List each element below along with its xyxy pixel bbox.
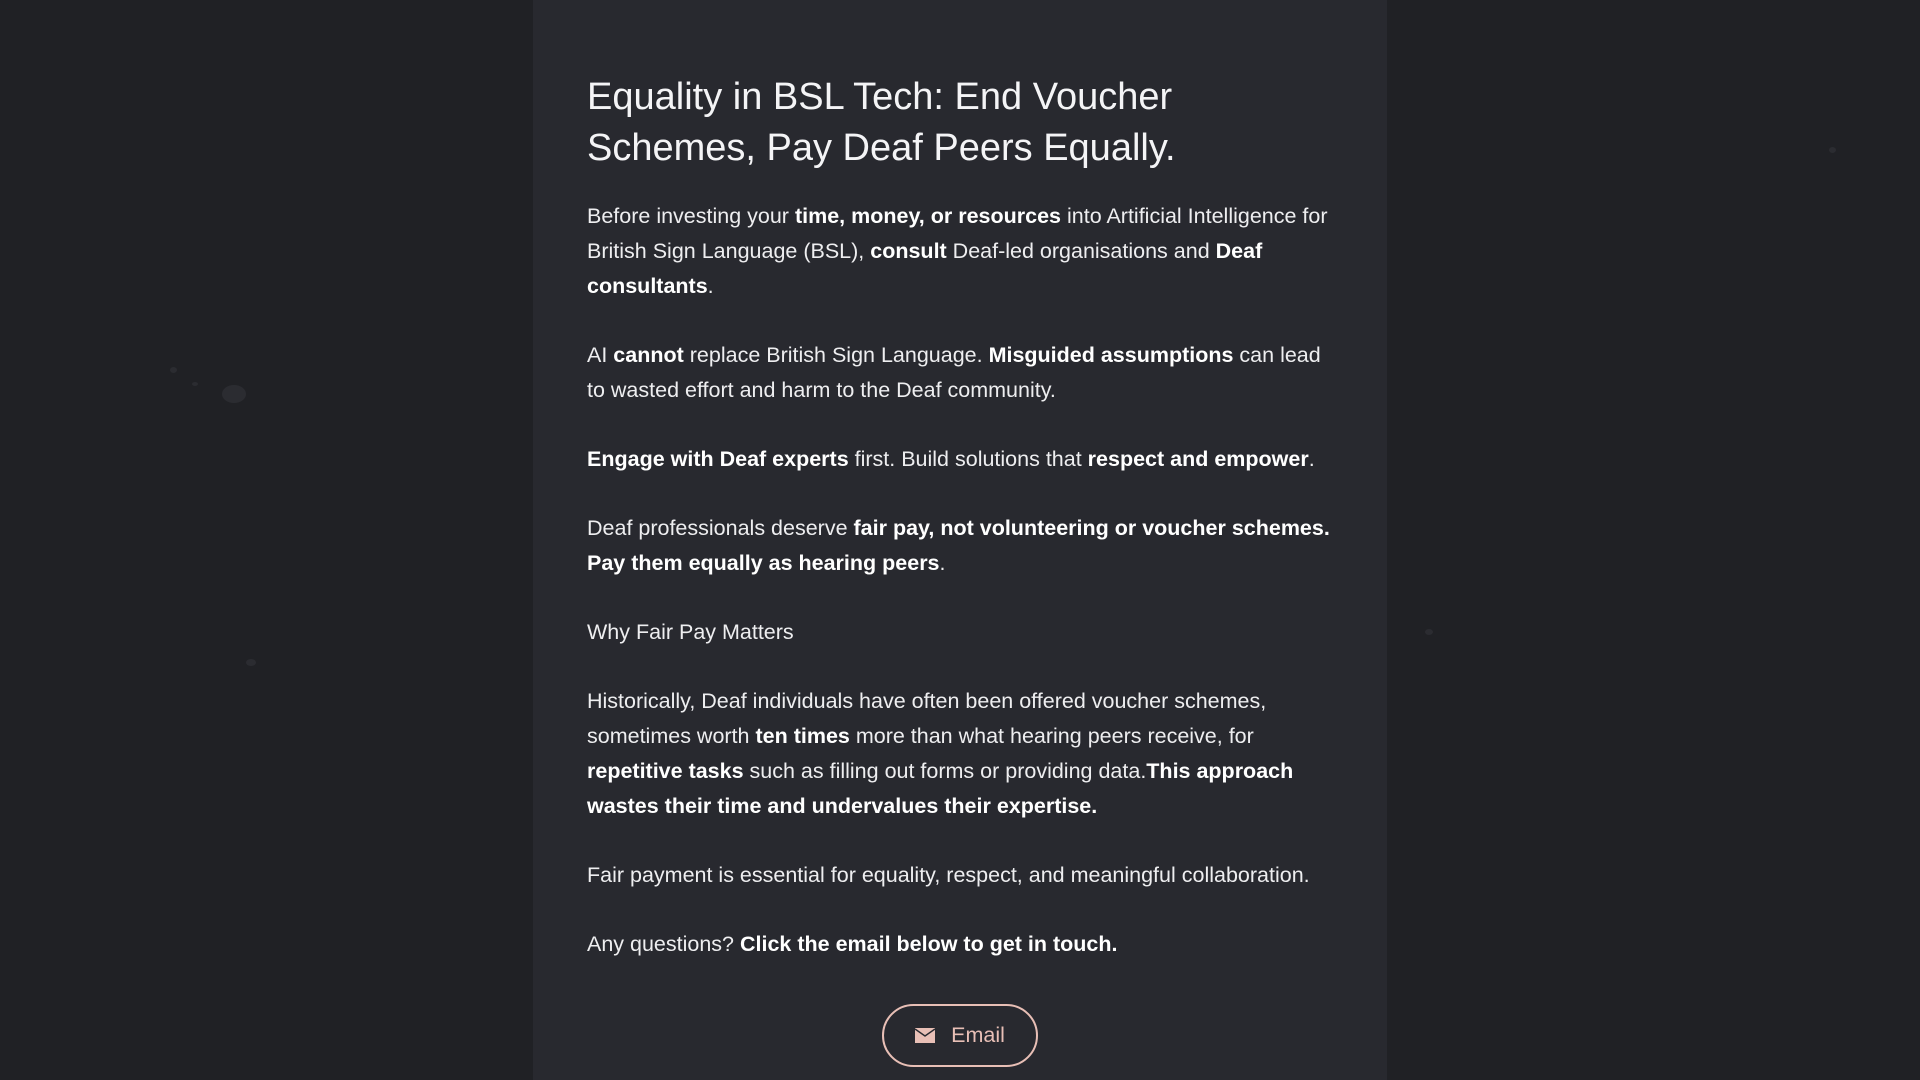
background-dot [1425, 629, 1433, 635]
email-button-container [533, 1004, 1387, 1067]
article-body [587, 199, 1332, 962]
bold-text: Click the email below to get in touch. [740, 932, 1118, 956]
paragraph [587, 684, 1332, 824]
text: Deaf-led organisations and [946, 239, 1216, 263]
text: such as filling out forms or providing data. [743, 759, 1147, 783]
content-panel [533, 0, 1387, 1080]
text: . [1308, 447, 1315, 471]
bold-text: consult [870, 239, 947, 263]
text: Deaf professionals deserve [587, 516, 854, 540]
background-dot [192, 382, 198, 386]
text: into Artificial Intelligence for British Sign Language (BSL), [587, 204, 1328, 263]
paragraph [587, 442, 1332, 477]
paragraph [587, 927, 1332, 962]
text: AI [587, 343, 614, 367]
bold-text: This approach wastes their time and undervalues their expertise. [587, 759, 1294, 818]
bold-text: time, money, or resources [794, 204, 1062, 228]
paragraph [587, 338, 1332, 408]
page-title: Equality in BSL Tech: End Voucher Schemes, Pay Deaf Peers Equally. [587, 76, 1176, 169]
text: Why Fair Pay Matters [587, 620, 794, 644]
bold-text: fair pay, not volunteering or voucher schemes. Pay them equally as hearing peers [587, 516, 1330, 575]
paragraph [587, 858, 1332, 893]
bold-text: respect and empower [1087, 447, 1309, 471]
bold-text: Engage with Deaf experts [587, 447, 849, 471]
text: can lead to wasted effort and harm to the Deaf community. [587, 343, 1321, 402]
background-dot [246, 659, 256, 666]
text: more than what hearing peers receive, for [849, 724, 1254, 748]
text: Historically, Deaf individuals have often been offered voucher schemes, sometimes worth [587, 689, 1267, 748]
bold-text: cannot [613, 343, 684, 367]
paragraph [587, 199, 1332, 304]
envelope-icon [915, 1028, 935, 1043]
email-button[interactable] [882, 1004, 1038, 1067]
text: first. Build solutions that [848, 447, 1088, 471]
background-dot [1829, 147, 1836, 153]
paragraph [587, 615, 1332, 650]
text: Fair payment is essential for equality, respect, and meaningful collaboration. [587, 863, 1310, 887]
paragraph [587, 511, 1332, 581]
text: . [939, 551, 946, 575]
text: Before investing your [587, 204, 795, 228]
bold-text: repetitive tasks [587, 759, 744, 783]
text: replace British Sign Language. [683, 343, 989, 367]
background-dot [222, 385, 246, 403]
text: Any questions? [587, 932, 740, 956]
bold-text: ten times [755, 724, 850, 748]
background-dot [170, 367, 177, 373]
bold-text: Misguided assumptions [988, 343, 1234, 367]
email-button-label: Email [951, 1023, 1005, 1047]
bold-text: Deaf consultants [587, 239, 1263, 298]
text: . [707, 274, 714, 298]
article [587, 72, 1332, 996]
